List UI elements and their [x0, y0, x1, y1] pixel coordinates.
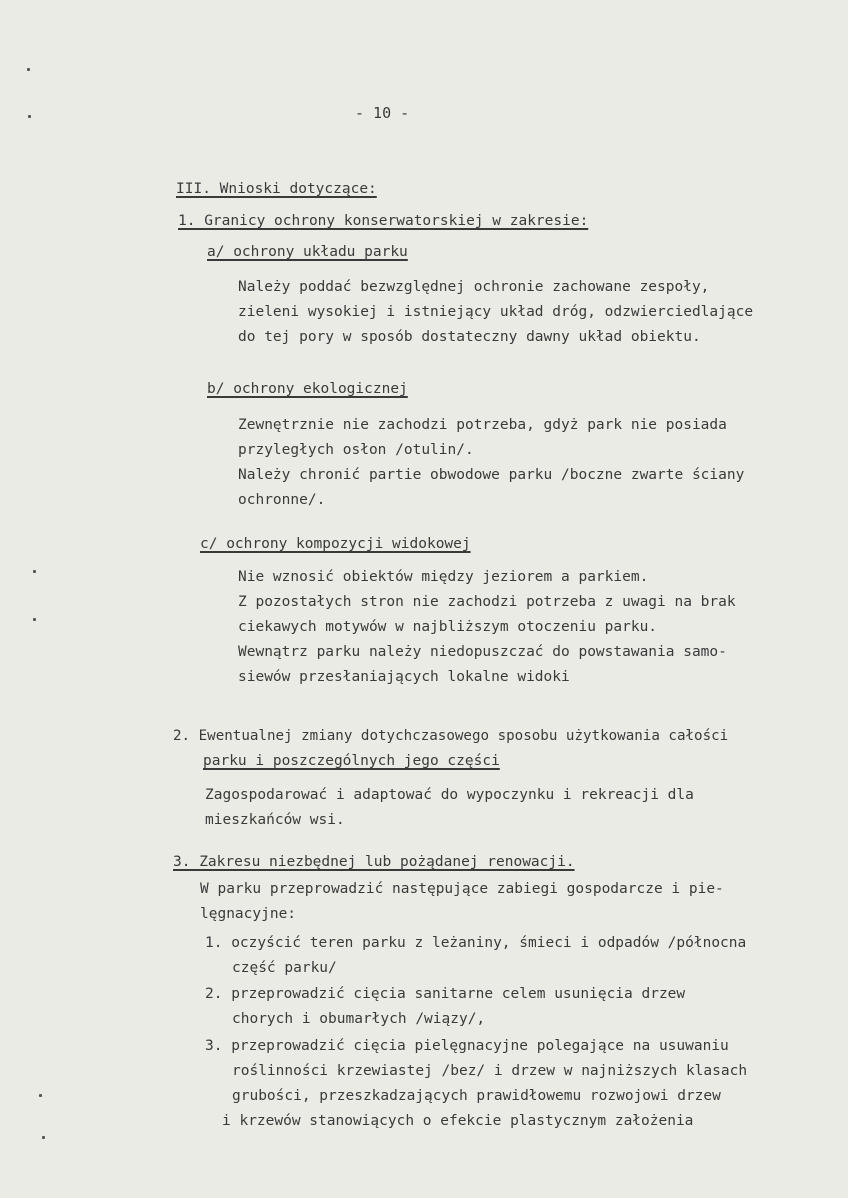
item3-intro: W parku przeprowadzić następujące zabiegi gospodarcze i pie- — [200, 881, 724, 897]
item1b-line: ochronne/. — [238, 492, 326, 508]
item3-heading: 3. Zakresu niezbędnej lub pożądanej renowacji. — [173, 854, 575, 870]
item2-line: Zagospodarować i adaptować do wypoczynku i rekreacji dla — [205, 787, 694, 803]
item3-step: 2. przeprowadzić cięcia sanitarne celem usunięcia drzew — [205, 986, 686, 1002]
page-number: - 10 - — [355, 104, 410, 122]
item1a-line: zieleni wysokiej i istniejący układ dróg, odzwierciedlające — [238, 304, 754, 320]
item1b-line: Należy chronić partie obwodowe parku /boczne zwarte ściany — [238, 467, 745, 483]
item2-line: mieszkańców wsi. — [205, 812, 345, 828]
item1b-line: przyległych osłon /otulin/. — [238, 442, 474, 458]
margin-mark — [42, 1136, 45, 1139]
item1a-line: do tej pory w sposób dostateczny dawny układ obiektu. — [238, 329, 701, 345]
item3-step: 3. przeprowadzić cięcia pielęgnacyjne polegające na usuwaniu — [205, 1038, 729, 1054]
item1a-line: Należy poddać bezwzględnej ochronie zachowane zespoły, — [238, 279, 710, 295]
item1c-line: ciekawych motywów w najbliższym otoczeniu parku. — [238, 619, 658, 635]
item3-step: roślinności krzewiastej /bez/ i drzew w najniższych klasach — [232, 1063, 748, 1079]
item1c-line: Nie wznosić obiektów między jeziorem a parkiem. — [238, 569, 649, 585]
margin-mark — [33, 570, 36, 573]
item1c-label: c/ ochrony kompozycji widokowej — [200, 536, 471, 552]
item3-step: i krzewów stanowiących o efekcie plastycznym założenia — [222, 1113, 694, 1129]
item1c-line: siewów przesłaniających lokalne widoki — [238, 669, 570, 685]
item2-heading-continued: parku i poszczególnych jego części — [203, 753, 500, 769]
margin-mark — [39, 1094, 42, 1097]
item3-step: grubości, przeszkadzających prawidłowemu rozwojowi drzew — [232, 1088, 721, 1104]
item1c-line: Z pozostałych stron nie zachodzi potrzeba z uwagi na brak — [238, 594, 736, 610]
item3-step: 1. oczyścić teren parku z leżaniny, śmieci i odpadów /północna — [205, 935, 747, 951]
item1b-line: Zewnętrznie nie zachodzi potrzeba, gdyż park nie posiada — [238, 417, 727, 433]
item1c-line: Wewnątrz parku należy niedopuszczać do powstawania samo- — [238, 644, 727, 660]
item3-step: chorych i obumarłych /wiązy/, — [232, 1011, 486, 1027]
item1b-label: b/ ochrony ekologicznej — [207, 381, 408, 397]
margin-mark — [33, 618, 36, 621]
item2-heading: 2. Ewentualnej zmiany dotychczasowego sposobu użytkowania całości — [173, 728, 729, 744]
item1-heading: 1. Granicy ochrony konserwatorskiej w zakresie: — [178, 213, 589, 229]
item3-intro: lęgnacyjne: — [200, 906, 297, 922]
section-title: III. Wnioski dotyczące: — [176, 181, 377, 197]
item1a-label: a/ ochrony układu parku — [207, 244, 408, 260]
item3-step: część parku/ — [232, 960, 337, 976]
margin-mark — [28, 115, 31, 118]
margin-mark — [27, 68, 30, 71]
